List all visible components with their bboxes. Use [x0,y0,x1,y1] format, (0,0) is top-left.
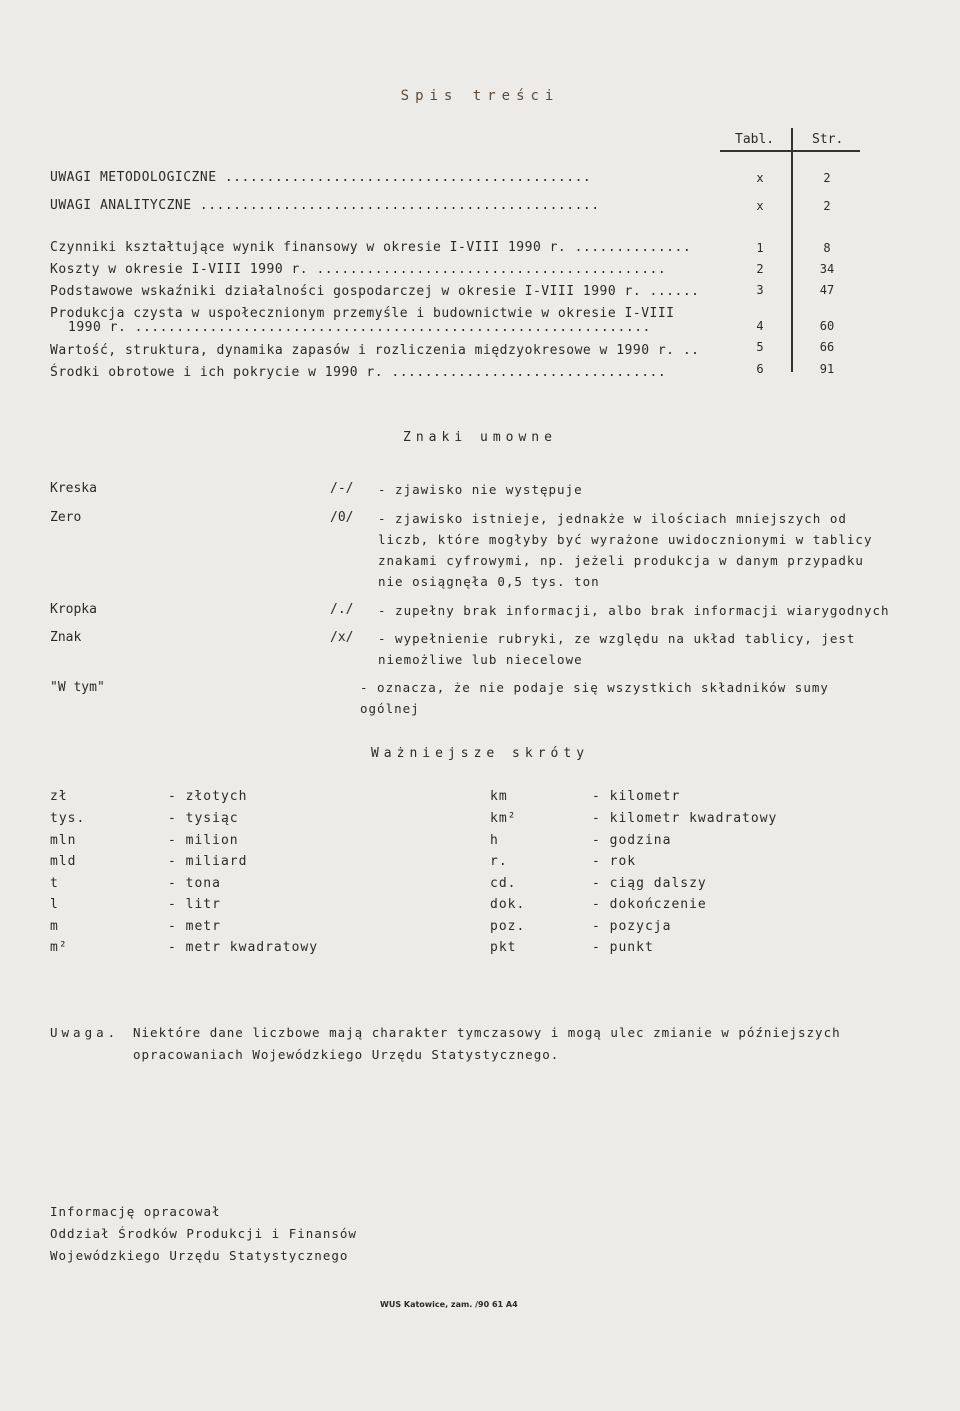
abbr: tys. [50,811,86,826]
toc-tabl: 3 [756,283,764,297]
sign-code: /0/ [330,510,354,525]
toc-str: 8 [823,241,831,255]
toc-label: Produkcja czysta w uspołecznionym przemyśle i budownictwie w okresie I-VIII [50,306,675,321]
abbr-desc: - dokończenie [592,897,707,912]
abbr-desc: - godzina [592,833,672,848]
toc-label: 1990 r. .............................................................. [68,320,651,335]
toc-label: UWAGI ANALITYCZNE ................................................ [50,198,600,213]
abbr: dok. [490,897,526,912]
abbr-desc: - milion [168,833,239,848]
abbr-desc: - tona [168,876,221,891]
toc-label: Podstawowe wskaźniki działalności gospodarczej w okresie I-VIII 1990 r. ...... [50,284,700,299]
toc-str: 34 [819,262,835,276]
abbr: m² [50,940,68,955]
abbr: pkt [490,940,517,955]
toc-tabl: 1 [756,241,764,255]
abbr-desc: - ciąg dalszy [592,876,707,891]
abbr-desc: - kilometr [592,789,681,804]
toc-str: 60 [819,319,835,333]
column-header-str: Str. [812,132,844,147]
print-stamp: WUS Katowice, zam. /90 61 A4 [380,1300,518,1309]
abbr: r. [490,854,508,869]
toc-label: Koszty w okresie I-VIII 1990 r. .......................................... [50,262,667,277]
toc-tabl: 2 [756,262,764,276]
abbr-desc: - pozycja [592,919,672,934]
footer-line: Informację opracował [50,1204,221,1219]
sign-code: /-/ [330,481,354,496]
sign-code: /./ [330,602,354,617]
footer-line: Wojewódzkiego Urzędu Statystycznego [50,1248,349,1263]
signs-title: Znaki umowne [403,430,557,445]
toc-label: Środki obrotowe i ich pokrycie w 1990 r. ................................. [50,365,667,380]
sign-name: Kreska [50,481,97,496]
abbr: cd. [490,876,517,891]
sign-name: Zero [50,510,82,525]
abbr: m [50,919,59,934]
toc-tabl: x [756,171,764,185]
abbr-desc: - litr [168,897,221,912]
sign-desc: - zjawisko nie występuje [378,482,583,497]
header-rule [720,150,860,152]
column-header-tabl: Tabl. [735,132,775,147]
column-divider [791,128,793,372]
abbr: t [50,876,59,891]
abbr-desc: - złotych [168,789,248,804]
toc-str: 2 [823,171,831,185]
toc-str: 2 [823,199,831,213]
note-line: opracowaniach Wojewódzkiego Urzędu Statystycznego. [133,1047,560,1062]
page-title: Spis treści [400,88,560,104]
toc-tabl: x [756,199,764,213]
abbr: h [490,833,499,848]
sign-code: /x/ [330,630,354,645]
sign-desc: - zupełny brak informacji, albo brak informacji wiarygodnych [378,603,890,618]
note-label: Uwaga. [50,1025,120,1040]
sign-name: Znak [50,630,82,645]
abbr: poz. [490,919,526,934]
toc-label: Wartość, struktura, dynamika zapasów i rozliczenia międzyokresowe w 1990 r. .. [50,343,700,358]
abbr-desc: - rok [592,854,637,869]
abbr: km [490,789,508,804]
abbr: l [50,897,59,912]
note-line: Niektóre dane liczbowe mają charakter tymczasowy i mogą ulec zmianie w późniejszych [133,1025,841,1040]
abbr-title: Ważniejsze skróty [370,746,590,761]
sign-name: Kropka [50,602,97,617]
abbr: mld [50,854,77,869]
toc-tabl: 6 [756,362,764,376]
abbr-desc: - punkt [592,940,654,955]
abbr-desc: - metr [168,919,221,934]
abbr-desc: - miliard [168,854,248,869]
toc-str: 47 [819,283,835,297]
abbr: km² [490,811,517,826]
toc-str: 66 [819,340,835,354]
abbr: zł [50,789,68,804]
abbr-desc: - kilometr kwadratowy [592,811,778,826]
toc-label: UWAGI METODOLOGICZNE ............................................ [50,170,592,185]
sign-name: "W tym" [50,680,105,695]
abbr-desc: - tysiąc [168,811,239,826]
toc-label: Czynniki kształtujące wynik finansowy w okresie I-VIII 1990 r. .............. [50,240,692,255]
toc-tabl: 4 [756,319,764,333]
toc-str: 91 [819,362,835,376]
abbr: mln [50,833,77,848]
toc-tabl: 5 [756,340,764,354]
footer-line: Oddział Środków Produkcji i Finansów [50,1226,357,1241]
abbr-desc: - metr kwadratowy [168,940,319,955]
sign-desc: - zjawisko istnieje, jednakże w ilościach mniejszych od liczb, które mogłyby być wyrażone uwidocznionymi w tablicy znakami cyfrowymi, np. jeżeli produkcja w danym przypadku nie osiągnęła 0,5 tys. ton [378,511,873,589]
sign-desc: - oznacza, że nie podaje się wszystkich składników sumy ogólnej [360,680,829,716]
sign-desc: - wypełnienie rubryki, ze względu na układ tablicy, jest niemożliwe lub niecelowe [378,631,856,667]
